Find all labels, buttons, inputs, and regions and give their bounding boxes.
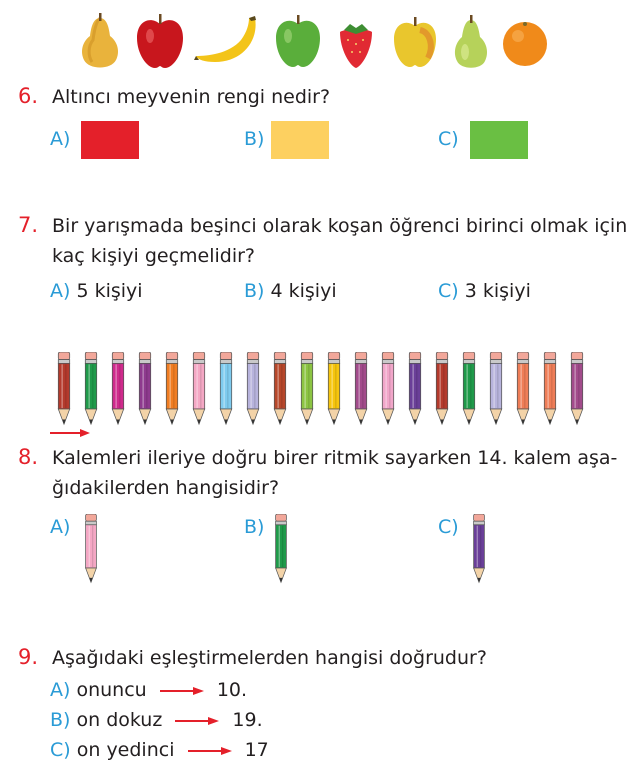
option-number: 10. [216, 679, 248, 701]
q9-option-a[interactable] [50, 679, 247, 701]
q7-option-a[interactable] [50, 280, 143, 302]
pencil-icon [434, 352, 450, 428]
pencil-icon [515, 352, 531, 428]
option-text: 5 kişiyi [76, 280, 143, 302]
pencil-icon [542, 352, 558, 428]
question-7-text [52, 211, 632, 271]
q8-option-pencil-icon [272, 514, 290, 586]
option-number: 17 [244, 739, 269, 761]
question-7-number: 7. [18, 213, 39, 237]
option-label: C) [438, 280, 459, 302]
strawberry-icon [336, 20, 376, 70]
pencil-icon [164, 352, 180, 428]
option-label: A) [50, 679, 71, 701]
question-8-line-2: ğıdakilerden hangisidir? [52, 477, 280, 499]
pencil-icon [299, 352, 315, 428]
question-7-line-2: kaç kişiyi geçmelidir? [52, 245, 256, 267]
q8-option-c[interactable] [438, 516, 459, 538]
q6-swatch-green [470, 121, 528, 159]
q8-option-b[interactable] [244, 516, 264, 538]
pencil-icon [245, 352, 261, 428]
pencil-icon [353, 352, 369, 428]
question-8-number: 8. [18, 445, 39, 469]
question-6-text: Altıncı meyvenin rengi nedir? [52, 86, 331, 108]
q8-option-pencil-icon [82, 514, 100, 586]
q6-option-b[interactable] [244, 128, 264, 150]
pencil-icon [191, 352, 207, 428]
option-label: B) [244, 280, 265, 302]
apple-red-icon [133, 12, 187, 70]
q9-option-b[interactable] [50, 709, 263, 731]
pencil-icon [461, 352, 477, 428]
option-label: B) [244, 516, 265, 538]
question-8-line-1: Kalemleri ileriye doğru birer ritmik sayarken 14. kalem aşa- [52, 447, 618, 469]
option-word: on yedinci [76, 739, 175, 761]
q6-option-c[interactable] [438, 128, 459, 150]
pencil-icon [569, 352, 585, 428]
question-6-number: 6. [18, 84, 39, 108]
banana-icon [193, 14, 263, 66]
pencil-icon [137, 352, 153, 428]
option-label: A) [50, 516, 71, 538]
option-number: 19. [232, 709, 263, 731]
apple-yellow-icon [390, 16, 440, 70]
q8-option-pencil-icon [470, 514, 488, 586]
pear-green-icon [450, 14, 492, 72]
apple-green-icon [272, 14, 324, 70]
option-label: A) [50, 280, 71, 302]
option-label: B) [50, 709, 71, 731]
q6-option-a[interactable] [50, 128, 70, 150]
option-label: C) [438, 128, 459, 150]
pencil-icon [380, 352, 396, 428]
arrow-right-icon [174, 716, 220, 726]
option-label: A) [50, 128, 71, 150]
pencil-row [0, 352, 639, 432]
pencil-icon [272, 352, 288, 428]
question-9-number: 9. [18, 645, 39, 669]
q8-option-a[interactable] [50, 516, 70, 538]
pencil-icon [83, 352, 99, 428]
option-word: on dokuz [76, 709, 163, 731]
q7-option-c[interactable] [438, 280, 531, 302]
q7-option-b[interactable] [244, 280, 337, 302]
pencil-icon [407, 352, 423, 428]
pencil-icon [488, 352, 504, 428]
q6-swatch-yellow [271, 121, 329, 159]
arrow-right-icon [159, 686, 205, 696]
option-label: B) [244, 128, 265, 150]
option-label: C) [50, 739, 71, 761]
pencil-icon [56, 352, 72, 428]
pear-icon [76, 12, 124, 72]
question-7-line-1: Bir yarışmada beşinci olarak koşan öğrenci birinci olmak için [52, 215, 628, 237]
q9-option-c[interactable] [50, 739, 269, 761]
orange-icon [500, 18, 550, 68]
option-label: C) [438, 516, 459, 538]
question-9-text: Aşağıdaki eşleştirmelerden hangisi doğrudur? [52, 647, 487, 669]
q6-swatch-red [81, 121, 139, 159]
arrow-right-icon [48, 428, 92, 438]
pencil-icon [110, 352, 126, 428]
pencil-icon [218, 352, 234, 428]
arrow-right-icon [187, 746, 233, 756]
option-text: 3 kişiyi [464, 280, 531, 302]
pencil-icon [326, 352, 342, 428]
option-text: 4 kişiyi [270, 280, 337, 302]
question-8-text [52, 443, 632, 503]
option-word: onuncu [76, 679, 147, 701]
